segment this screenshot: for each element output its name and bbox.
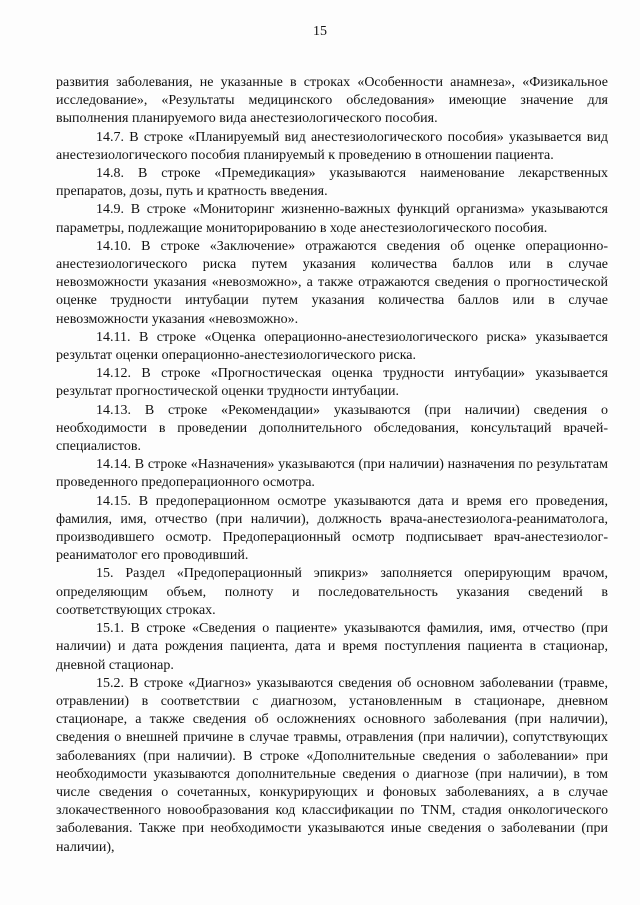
paragraph: 14.12. В строке «Прогностическая оценка трудности интубации» указывается результат прогностической оценки трудности интубации.	[56, 366, 608, 400]
paragraph: 14.13. В строке «Рекомендации» указываются (при наличии) сведения о необходимости в проведении дополнительного обследования, консультаций врачей-специалистов.	[56, 402, 608, 455]
paragraph: 14.14. В строке «Назначения» указываются (при наличии) назначения по результатам проведенного предоперационного осмотра.	[56, 457, 608, 491]
paragraph: 15.1. В строке «Сведения о пациенте» указываются фамилия, имя, отчество (при наличии) и дата рождения пациента, дата и время поступления пациента в стационар, дневной стационар.	[56, 621, 608, 673]
paragraph: 15.2. В строке «Диагноз» указываются сведения об основном заболевании (травме, отравлении) в соответствии с диагнозом, установленным в стационаре, дневном стационаре, а также сведения об осложнениях основного заболевания (при наличии), сведения о внешней причине в случае травмы, отравления (при наличии), сопутствующих заболеваниях (при наличии). В строке «Дополнительные сведения о заболевании» при необходимости указываются дополнительные сведения о диагнозе (при наличии), в том числе сведения о сочетанных, конкурирующих и фоновых заболеваниях, а в случае злокачественного новообразования код классификации по TNM, стадия онкологического заболевания. Также при необходимости указываются иные сведения о заболевании (при наличии),	[56, 675, 608, 855]
document-body	[56, 74, 608, 857]
page-number: 15	[313, 24, 327, 39]
paragraph: 15. Раздел «Предоперационный эпикриз» заполняется оперирующим врачом, определяющим объем, полноту и последовательность указания сведений в соответствующих строках.	[56, 566, 608, 618]
paragraph: 14.9. В строке «Мониторинг жизненно-важных функций организма» указываются параметры, подлежащие мониторированию в ходе анестезиологического пособия.	[56, 202, 608, 236]
paragraph: 14.10. В строке «Заключение» отражаются сведения об оценке операционно-анестезиологического риска путем указания количества баллов или в случае невозможности указания «невозможно», а также отражаются сведения о прогностической оценке трудности интубации путем указания количества баллов или в случае невозможности указания «невозможно».	[56, 238, 608, 327]
paragraph: 14.15. В предоперационном осмотре указываются дата и время его проведения, фамилия, имя, отчество (при наличии), должность врача-анестезиолога-реаниматолога, производившего осмотр. Предоперационный осмотр подписывает врач-анестезиолог-реаниматолог его проводивший.	[56, 493, 608, 564]
paragraph: 14.7. В строке «Планируемый вид анестезиологического пособия» указывается вид анестезиологического пособия планируемый к проведению в отношении пациента.	[56, 129, 608, 163]
paragraph: развития заболевания, не указанные в строках «Особенности анамнеза», «Физикальное исследование», «Результаты медицинского обследования» имеющие значение для выполнения планируемого вида анестезиологического пособия.	[56, 75, 608, 127]
paragraph: 14.8. В строке «Премедикация» указываются наименование лекарственных препаратов, дозы, путь и кратность введения.	[56, 166, 608, 200]
paragraph: 14.11. В строке «Оценка операционно-анестезиологического риска» указывается результат оценки операционно-анестезиологического риска.	[56, 329, 608, 364]
